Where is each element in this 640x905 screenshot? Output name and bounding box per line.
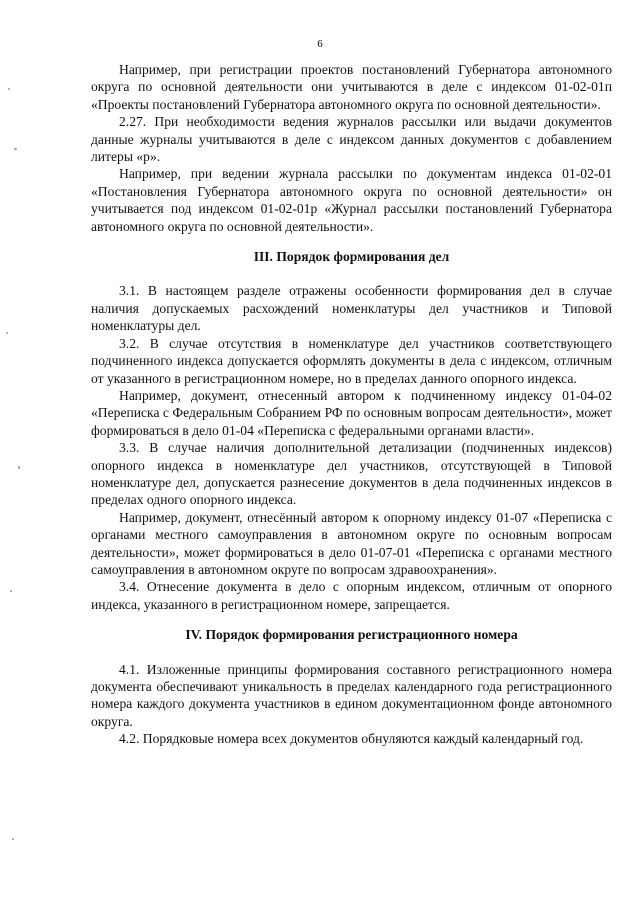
scan-artifact [18,466,20,469]
paragraph: Например, документ, отнесенный автором к подчиненному индексу 01-04-02 «Переписка с Федеральным Собранием РФ по основным вопросам деятельности», может формироваться в дело 01-04 «Переписка с федеральными органами власти». [91,387,612,438]
paragraph: Например, при ведении журнала рассылки по документам индекса 01-02-01 «Постановления Губернатора автономного округа по основной деятельности» он учитывается под индексом 01-02-01р «Журнал рассылки постановлений Губернатора автономного округа по основной деятельности». [91,166,612,234]
page-number: 6 [317,38,323,50]
paragraph-4-1: 4.1. Изложенные принципы формирования составного регистрационного номера документа обеспечивают уникальность в пределах календарного года регистрационного номера каждого документа участников в едином документационном фонде автономного округа. [91,661,612,729]
paragraph-3-2: 3.2. В случае отсутствия в номенклатуре дел участников соответствующего подчиненного индекса допускается оформлять документы в дела с индексом, отличным от указанного в регистрационном номере, но в пределах данного опорного индекса. [91,335,612,386]
section-heading-4: IV. Порядок формирования регистрационного номера [185,627,518,643]
scan-artifact [10,590,12,592]
scan-artifact [14,148,17,150]
paragraph-2-27: 2.27. При необходимости ведения журналов рассылки или выдачи документов данные журналы учитываются в деле с индексом данных документов с добавлением литеры «р». [91,114,612,165]
scan-artifact [12,838,14,840]
paragraph-3-1: 3.1. В настоящем разделе отражены особенности формирования дел в случае наличия допускаемых расхождений номенклатуры дел участников и Типовой номенклатуры дел. [91,283,612,334]
scan-artifact [6,332,8,334]
paragraph: Например, при регистрации проектов постановлений Губернатора автономного округа по основной деятельности они учитываются в деле с индексом 01-02-01п «Проекты постановлений Губернатора автономного округа по основной деятельности». [91,62,612,112]
paragraph-4-2: 4.2. Порядковые номера всех документов обнуляются каждый календарный год. [119,731,584,747]
paragraph: Например, документ, отнесённый автором к опорному индексу 01-07 «Переписка с органами местного самоуправления в автономном округе по основным вопросам деятельности», может формироваться в дело 01-07-01 «Переписка с органами местного самоуправления в автономном округе по вопросам здравоохранения». [91,509,612,577]
section-heading-3: III. Порядок формирования дел [253,249,450,265]
paragraph-3-3: 3.3. В случае наличия дополнительной детализации (подчиненных индексов) опорного индекса в номенклатуре дел участников, отсутствующей в Типовой номенклатуре дел, допускается разнесение документов в дела подчиненных индексов в пределах одного опорного индекса. [91,440,612,508]
paragraph-3-4: 3.4. Отнесение документа в дело с опорным индексом, отличным от опорного индекса, указанного в регистрационном номере, запрещается. [91,579,612,612]
scan-artifact [8,88,10,90]
document-body [91,61,612,748]
